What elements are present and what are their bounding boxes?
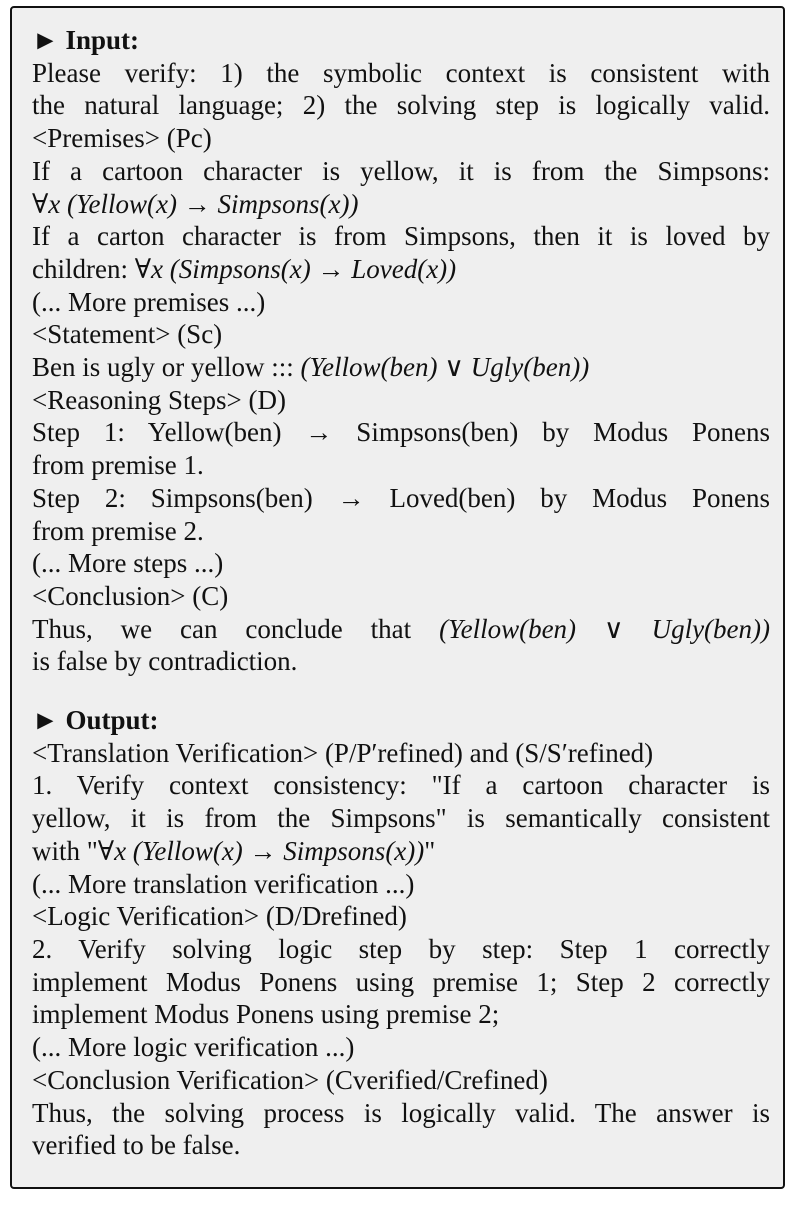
conclusion-verification-tag: <Conclusion Verification> [32, 1064, 320, 1095]
reasoning-tag: <Reasoning Steps> [32, 384, 242, 415]
conclusion-line-cont: is false by contradiction. [32, 646, 298, 677]
statement-symbol: (Sc) [177, 319, 223, 350]
premise-2-formula: ∀x (Simpsons(x) → Loved(x)) [134, 253, 457, 284]
premise-1-formula: ∀x (Yellow(x) → Simpsons(x)) [32, 188, 359, 219]
premise-2-text-cont: children: [32, 253, 128, 284]
logic-header [32, 900, 770, 933]
premises-tag: <Premises> [32, 123, 160, 154]
step-2-line-cont: from premise 2. [32, 515, 204, 546]
more-logic-verification: (... More logic verification ...) [32, 1032, 355, 1063]
instruction-line: the natural language; 2) the solving step is logically valid. [32, 90, 770, 121]
translation-symbol-1: (P/P′refined) [324, 737, 463, 768]
section-gap [32, 678, 770, 704]
premise-2-line [32, 253, 770, 286]
premise-1-text: If a cartoon character is yellow, it is from the Simpsons: [32, 155, 770, 186]
output-heading: ► Output: [32, 705, 159, 736]
logic-tag: <Logic Verification> [32, 901, 260, 932]
logic-verification-line: implement Modus Ponens using premise 2; [32, 999, 500, 1030]
translation-verification-line: yellow, it is from the Simpsons" is semantically consistent [32, 803, 770, 834]
logic-verification-line: implement Modus Ponens using premise 1; Step 2 correctly [32, 966, 770, 997]
statement-header [32, 318, 770, 351]
translation-header [32, 737, 770, 770]
more-translation-verification: (... More translation verification ...) [32, 868, 415, 899]
reasoning-symbol: (D) [248, 384, 286, 415]
tv-text: with " [32, 835, 98, 866]
conclusion-tag: <Conclusion> [32, 580, 186, 611]
final-line: Thus, the solving process is logically valid. The answer is [32, 1097, 770, 1128]
statement-tag: <Statement> [32, 319, 171, 350]
conclusion-line [32, 613, 770, 646]
step-2-line: Step 2: Simpsons(ben) → Loved(ben) by Modus Ponens [32, 482, 770, 513]
more-premises: (... More premises ...) [32, 286, 266, 317]
statement-formula: (Yellow(ben) ∨ Ugly(ben)) [300, 352, 590, 383]
premises-symbol: (Pc) [166, 123, 212, 154]
conclusion-text: Thus, we can conclude that [32, 613, 412, 644]
translation-verification-line [32, 835, 770, 868]
instruction-line: Please verify: 1) the symbolic context is consistent with [32, 57, 770, 88]
premise-2-text: If a carton character is from Simpsons, then it is loved by [32, 221, 770, 252]
prompt-content [32, 24, 770, 1162]
premises-header [32, 122, 770, 155]
conclusion-header [32, 580, 770, 613]
translation-verification-line: 1. Verify context consistency: "If a cartoon character is [32, 770, 770, 801]
input-heading: ► Input: [32, 25, 140, 55]
step-1-line: Step 1: Yellow(ben) → Simpsons(ben) by Modus Ponens [32, 417, 770, 448]
conclusion-verification-header [32, 1064, 770, 1097]
tv-quote: " [424, 835, 436, 866]
conclusion-symbol: (C) [192, 580, 229, 611]
tv-formula: ∀x (Yellow(x) → Simpsons(x)) [97, 835, 425, 866]
translation-and: and [469, 737, 509, 768]
conclusion-verification-symbol: (Cverified/Crefined) [325, 1064, 548, 1095]
more-steps: (... More steps ...) [32, 548, 224, 579]
translation-tag: <Translation Verification> [32, 737, 319, 768]
conclusion-formula: (Yellow(ben) ∨ Ugly(ben)) [439, 613, 771, 644]
prompt-panel [10, 6, 785, 1189]
final-line-cont: verified to be false. [32, 1130, 241, 1161]
logic-verification-line: 2. Verify solving logic step by step: Step 1 correctly [32, 933, 770, 964]
translation-symbol-2: (S/S′refined) [515, 737, 654, 768]
reasoning-header [32, 384, 770, 417]
logic-symbol: (D/Drefined) [265, 901, 407, 932]
step-1-line-cont: from premise 1. [32, 450, 204, 481]
statement-text: Ben is ugly or yellow ::: [32, 352, 294, 383]
statement-line [32, 351, 770, 384]
